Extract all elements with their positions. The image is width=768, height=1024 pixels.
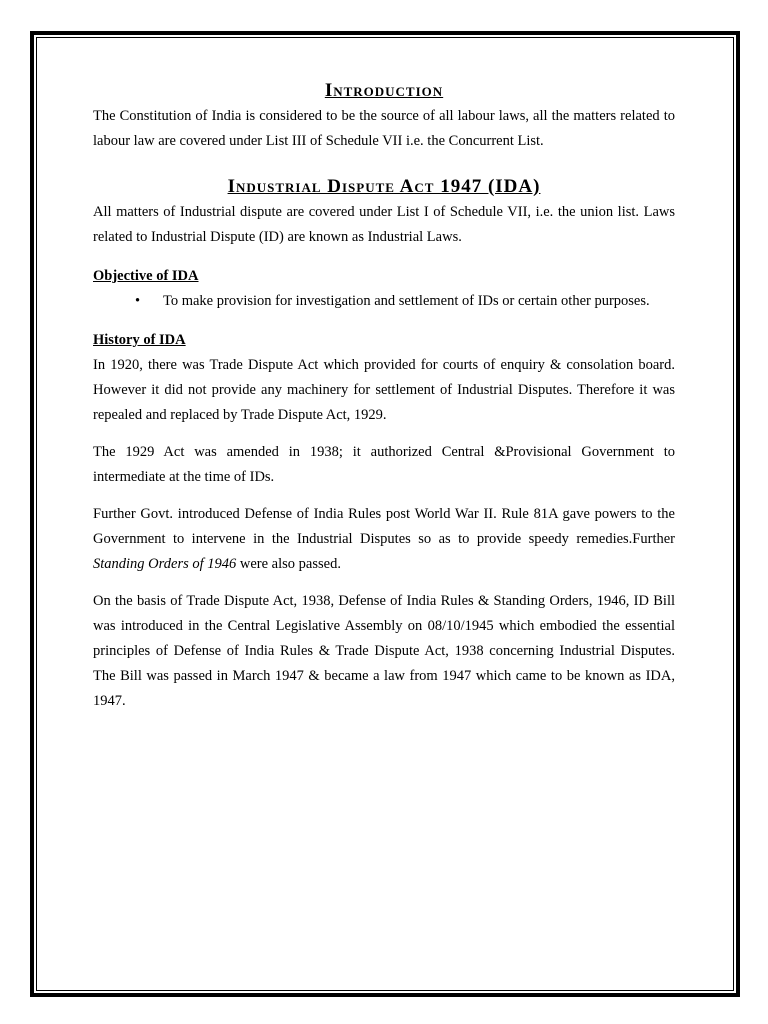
history-paragraph-3-text-b: were also passed. <box>236 556 341 572</box>
introduction-heading: Introduction <box>324 80 444 101</box>
document-body <box>93 78 675 714</box>
history-paragraph-1: In 1920, there was Trade Dispute Act which provided for courts of enquiry & consolation board. However it did not provide any machinery for settlement of Industrial Disputes. Therefore it was repealed and replaced by Trade Dispute Act, 1929. <box>93 357 675 423</box>
history-subheading: History of IDA <box>93 332 186 348</box>
ida-heading: Industrial Dispute Act 1947 (IDA) <box>227 176 541 197</box>
history-paragraph-3-text-a: Further Govt. introduced Defense of India Rules post World War II. Rule 81A gave powers to the Government to intervene in the Industrial Disputes so as to provide speedy remedies.Further <box>93 506 675 547</box>
history-paragraph-3 <box>93 502 675 577</box>
standing-orders-italic: Standing Orders of 1946 <box>93 556 237 572</box>
ida-paragraph: All matters of Industrial dispute are covered under List I of Schedule VII, i.e. the union list. Laws related to Industrial Dispute (ID) are known as Industrial Laws. <box>93 204 675 245</box>
history-paragraph-5: The Bill was passed in March 1947 & became a law from 1947 which came to be known as IDA, 1947. <box>93 668 675 709</box>
objective-list <box>93 289 675 314</box>
objective-subheading: Objective of IDA <box>93 268 199 284</box>
introduction-paragraph: The Constitution of India is considered to be the source of all labour laws, all the matters related to labour law are covered under List III of Schedule VII i.e. the Concurrent List. <box>93 108 675 149</box>
history-paragraph-2: The 1929 Act was amended in 1938; it authorized Central &Provisional Government to intermediate at the time of IDs. <box>93 444 675 485</box>
bullet-icon: • <box>135 293 141 309</box>
objective-item-text: To make provision for investigation and settlement of IDs or certain other purposes. <box>163 293 650 309</box>
list-item <box>135 289 675 314</box>
history-paragraph-4: On the basis of Trade Dispute Act, 1938, Defense of India Rules & Standing Orders, 1946, ID Bill was introduced in the Central Legislative Assembly on 08/10/1945 which embodied the essential principles of Defense of India Rules & Trade Dispute Act, 1938 concerning Industrial Disputes. <box>93 593 675 659</box>
